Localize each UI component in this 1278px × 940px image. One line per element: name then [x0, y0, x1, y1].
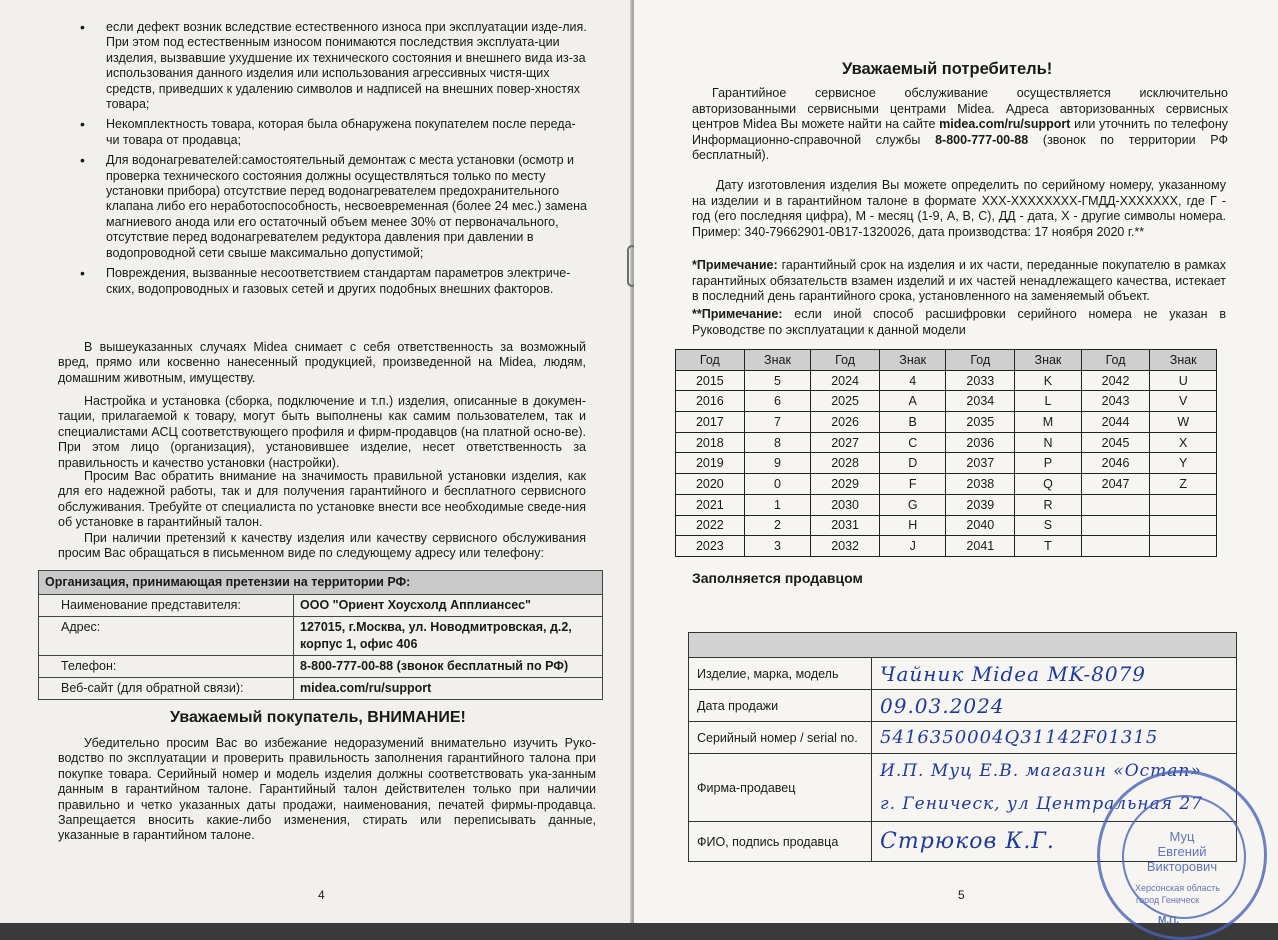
code-table-cell: N	[1015, 432, 1082, 453]
org-label: Наименование представителя:	[39, 595, 294, 617]
stamp-text: Муц	[1169, 829, 1195, 844]
code-table-cell: 2019	[676, 453, 745, 474]
code-table-cell: W	[1150, 412, 1217, 433]
claims-organization-table	[38, 570, 603, 700]
code-table-cell: Y	[1150, 453, 1217, 474]
table-row	[689, 722, 1237, 754]
table-row	[689, 658, 1237, 690]
service-paragraph	[692, 86, 1228, 164]
code-table-cell: 2027	[811, 432, 880, 453]
list-item: • Некомплектность товара, которая была обнаружена покупателем после переда-чи товара от продавца;	[78, 117, 588, 148]
code-table-cell: D	[879, 453, 946, 474]
code-table-cell: 2045	[1081, 432, 1150, 453]
code-table-cell: 2026	[811, 412, 880, 433]
seller-value	[872, 690, 1237, 722]
code-table-header-cell: Год	[946, 350, 1015, 371]
code-table-cell: J	[879, 536, 946, 557]
code-table-cell: 2024	[811, 370, 880, 391]
stamp-text: Евгений	[1157, 844, 1207, 859]
table-row	[676, 412, 1217, 433]
manufacture-date-paragraph: Дату изготовления изделия Вы можете определить по серийному номеру, указанному на изделии и в гарантийном талоне в формате XXX-XXXXXXXX-ГМДД-XXXXXXX, где Г - год (его последняя цифра), М - месяц (1-9, A, B, C), ДД - дата, X - другие символы номера. Пример: 340-79662901-0B17-1320026, дата производства: 17 ноября 2020 г.**	[692, 178, 1226, 239]
org-label: Телефон:	[39, 656, 294, 678]
org-label: Веб-сайт (для обратной связи):	[39, 678, 294, 700]
code-table-cell: 6	[744, 391, 811, 412]
org-value: 127015, г.Москва, ул. Новодмитровская, д.2, корпус 1, офис 406	[294, 617, 603, 656]
seller-label: Дата продажи	[689, 690, 872, 722]
note-text: если иной способ расшифровки серийного номера не указан в Руководстве по эксплуатации к данной модели	[692, 307, 1226, 337]
correct-install-paragraph: Просим Вас обратить внимание на значимость правильной установки изделия, как для его надежной работы, так и для получения гарантийного и бесплатного сервисного обслуживания. Требуйте от специалиста по установке внести все необходимые сведе-ния об установке в гарантийный талон.	[58, 469, 586, 530]
code-table-cell: 2023	[676, 536, 745, 557]
code-table-cell: 2037	[946, 453, 1015, 474]
org-label: Адрес:	[39, 617, 294, 656]
left-page	[0, 0, 632, 923]
code-table-cell	[1081, 515, 1150, 536]
code-table-cell	[1081, 536, 1150, 557]
note-2	[692, 307, 1226, 338]
attention-title: Уважаемый покупатель, ВНИМАНИЕ!	[170, 709, 466, 726]
code-table-header-cell: Год	[1081, 350, 1150, 371]
code-table-cell: 2035	[946, 412, 1015, 433]
code-table-cell: 1	[744, 494, 811, 515]
claims-paragraph: При наличии претензий к качеству изделия или качеству сервисного обслуживания просим Вас обращаться в письменном виде по следующему адресу или телефону:	[58, 531, 586, 561]
page-number: 5	[958, 888, 965, 902]
code-table-cell: U	[1150, 370, 1217, 391]
handwritten-seller-address: г. Геническ, ул Центральная 27	[880, 793, 1203, 814]
code-table-cell: 2015	[676, 370, 745, 391]
code-table-cell: M	[1015, 412, 1082, 433]
code-table-cell	[1150, 494, 1217, 515]
code-table-header-cell: Год	[676, 350, 745, 371]
stamp-text: город Геническ	[1136, 895, 1200, 905]
code-table-cell: 7	[744, 412, 811, 433]
service-text: (звонок по территории РФ бесплатный).	[692, 132, 1228, 162]
table-row	[676, 391, 1217, 412]
seller-table-header	[689, 633, 1237, 658]
code-table-cell: 8	[744, 432, 811, 453]
code-table-cell: 2018	[676, 432, 745, 453]
seller-label: Изделие, марка, модель	[689, 658, 872, 690]
table-row	[39, 595, 603, 617]
code-table-cell: Z	[1150, 474, 1217, 495]
code-table-cell: B	[879, 412, 946, 433]
stamp-text: М.П.	[1158, 915, 1180, 926]
code-table-cell	[1150, 536, 1217, 557]
code-table-cell: 0	[744, 474, 811, 495]
handwritten-product: Чайник Midea MK-8079	[880, 661, 1147, 686]
year-code-header-row	[676, 350, 1217, 371]
liability-paragraph: В вышеуказанных случаях Midea снимает с себя ответственность за возможный вред, прямо или косвенно нанесенный продукцией, произведенной на Midea, людям, домашним животным, имуществу.	[58, 340, 586, 385]
code-table-cell: V	[1150, 391, 1217, 412]
code-table-cell: 2034	[946, 391, 1015, 412]
table-row	[676, 474, 1217, 495]
code-table-cell: A	[879, 391, 946, 412]
list-item: • Повреждения, вызванные несоответствием стандартам параметров электриче-ских, водопроводных и газовых сетей и других подобных внешних факторов.	[78, 266, 588, 297]
table-row	[676, 515, 1217, 536]
code-table-cell: 3	[744, 536, 811, 557]
code-table-cell	[1150, 515, 1217, 536]
code-table-cell: 2039	[946, 494, 1015, 515]
note-label: **Примечание:	[692, 307, 783, 321]
consumer-title: Уважаемый потребитель!	[842, 60, 1053, 78]
code-table-cell: 2046	[1081, 453, 1150, 474]
page-number: 4	[318, 888, 325, 902]
note-label: *Примечание:	[692, 258, 778, 272]
code-table-header-cell: Знак	[1150, 350, 1217, 371]
table-row	[689, 690, 1237, 722]
code-table-cell: 9	[744, 453, 811, 474]
code-table-cell: X	[1150, 432, 1217, 453]
code-table-cell: C	[879, 432, 946, 453]
code-table-cell: 2044	[1081, 412, 1150, 433]
seller-section-title: Заполняется продавцом	[692, 570, 863, 586]
code-table-cell: 2029	[811, 474, 880, 495]
list-item: • Для водонагревателей:самостоятельный демонтаж с места установки (осмотр и проверка технического состояния должны осуществляться только по месту установки прибора) отсутствие перед водонагревателем предохранительного клапана либо его неработоспособность, несвоевременная (более 24 мес.) замена магниевого анода или его остаточный объем менее 30% от первоначального, отсутствие перед водонагревателем редуктора давления при давлении в водопроводной сети свыше максимально допустимой;	[78, 153, 588, 261]
code-table-cell: L	[1015, 391, 1082, 412]
org-value: ООО "Ориент Хоусхолд Апплиансес"	[294, 595, 603, 617]
code-table-cell: 2030	[811, 494, 880, 515]
table-row	[676, 536, 1217, 557]
stamp-text: Викторович	[1146, 859, 1218, 874]
table-row	[676, 494, 1217, 515]
org-value: 8-800-777-00-88 (звонок бесплатный по РФ)	[294, 656, 603, 678]
code-table-cell: 2028	[811, 453, 880, 474]
code-table-cell: 2040	[946, 515, 1015, 536]
code-table-cell: 2042	[1081, 370, 1150, 391]
code-table-header-cell: Знак	[1015, 350, 1082, 371]
code-table-cell: 2022	[676, 515, 745, 536]
installation-paragraph: Настройка и установка (сборка, подключение и т.п.) изделия, описанные в докумен-тации, прилагаемой к товару, могут быть выполнены как самим пользователем, так и специалистами АСЦ соответствующего профиля и фирм-продавцов (на платной осно-ве). При этом лицо (организация), установившее изделие, несет ответственность за правильность и качество установки (настройки).	[58, 394, 586, 470]
code-table-header-cell: Знак	[879, 350, 946, 371]
year-code-table	[675, 349, 1217, 557]
service-text: или уточнить по телефону Информационно-справочной службы	[692, 117, 1228, 147]
code-table-cell: S	[1015, 515, 1082, 536]
code-table-cell: Q	[1015, 474, 1082, 495]
hotline-phone: 8-800-777-00-88	[935, 132, 1029, 147]
code-table-cell: 2038	[946, 474, 1015, 495]
table-row	[39, 617, 603, 656]
code-table-cell: T	[1015, 536, 1082, 557]
table-row	[676, 453, 1217, 474]
attention-paragraph: Убедительно просим Вас во избежание недоразумений внимательно изучить Руко-водство по эксплуатации и проверить правильность заполнения гарантийного талона при покупке товара. Серийный номер и модель изделия должны соответствовать ука-занным данным в гарантийном талоне. Гарантийный талон действителен только при наличии правильно и четко указанных даты продажи, наименования, печатей фирмы-продавца. Запрещается вносить какие-либо изменения, стирать или переписывать данные, указанные в гарантийном талоне.	[58, 736, 596, 843]
code-table-cell: 2047	[1081, 474, 1150, 495]
seller-label: Серийный номер / serial no.	[689, 722, 872, 754]
note-1	[692, 258, 1226, 305]
code-table-cell: 4	[879, 370, 946, 391]
code-table-cell: 2016	[676, 391, 745, 412]
support-site: midea.com/ru/support	[939, 117, 1071, 131]
org-value: midea.com/ru/support	[294, 678, 603, 700]
stamp-text: Херсонская область	[1135, 883, 1220, 893]
handwritten-serial: 5416350004Q31142F01315	[880, 727, 1159, 748]
code-table-cell: 2031	[811, 515, 880, 536]
code-table-cell	[1081, 494, 1150, 515]
list-item: • если дефект возник вследствие естественного износа при эксплуатации изде-лия. При этом под естественным износом понимаются последствия эксплуата-ции изделия, вызвавшие ухудшение их технического состояния и внешнего вида из-за использования данного изделия или использования агрессивных чистя-щих средств, приведших к удалению символов и надписей на внешних повер-хностях товара;	[78, 20, 588, 112]
code-table-cell: 5	[744, 370, 811, 391]
handwritten-sale-date: 09.03.2024	[880, 693, 1005, 718]
code-table-cell: R	[1015, 494, 1082, 515]
code-table-cell: F	[879, 474, 946, 495]
table-row	[676, 370, 1217, 391]
code-table-cell: H	[879, 515, 946, 536]
seller-stamp	[1097, 770, 1267, 940]
code-table-cell: 2017	[676, 412, 745, 433]
code-table-cell: 2020	[676, 474, 745, 495]
code-table-header-cell: Год	[811, 350, 880, 371]
org-table-header: Организация, принимающая претензии на территории РФ:	[39, 571, 603, 595]
table-row	[39, 656, 603, 678]
note-text: гарантийный срок на изделия и их части, переданные покупателю в рамках гарантийных обязательств взамен изделий и их частей ненадлежащего качества, истекает в последний день гарантийного срока, установленного на заменяемый объект.	[692, 258, 1226, 303]
code-table-cell: G	[879, 494, 946, 515]
code-table-cell: K	[1015, 370, 1082, 391]
service-text: Гарантийное сервисное обслуживание осуществляется исключительно авторизованными сервисными центрами Midea. Адреса авторизованных сервисных центров Midea Вы можете найти на сайте	[692, 86, 1228, 131]
table-row	[39, 678, 603, 700]
code-table-header-cell: Знак	[744, 350, 811, 371]
seller-label: Фирма-продавец	[689, 754, 872, 822]
warranty-exclusions-list	[78, 20, 588, 302]
code-table-cell: 2032	[811, 536, 880, 557]
handwritten-signature: Стрюков К.Г.	[880, 829, 1055, 854]
code-table-cell: 2021	[676, 494, 745, 515]
code-table-cell: 2025	[811, 391, 880, 412]
code-table-cell: 2033	[946, 370, 1015, 391]
code-table-cell: 2041	[946, 536, 1015, 557]
code-table-cell: 2043	[1081, 391, 1150, 412]
handwritten-seller: И.П. Муц Е.В. магазин «Остап»	[880, 760, 1202, 781]
seller-label: ФИО, подпись продавца	[689, 822, 872, 862]
seller-value	[872, 658, 1237, 690]
code-table-cell: 2	[744, 515, 811, 536]
code-table-cell: P	[1015, 453, 1082, 474]
code-table-cell: 2036	[946, 432, 1015, 453]
table-row	[676, 432, 1217, 453]
seller-value	[872, 722, 1237, 754]
